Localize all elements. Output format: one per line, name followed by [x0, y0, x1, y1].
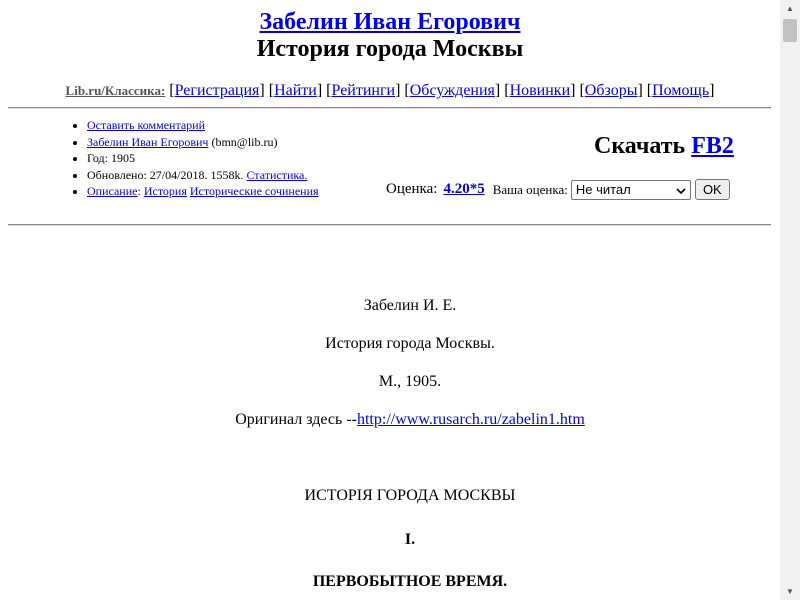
leave-comment-link[interactable]: Оставить комментарий [87, 118, 206, 132]
description-sep: : [137, 184, 141, 198]
nav-discussions-link[interactable]: Обсуждения [409, 82, 495, 99]
rating-score-link[interactable]: 4.20*5 [443, 181, 485, 197]
author-link[interactable]: Забелин Иван Егорович [259, 9, 521, 35]
nav-ratings-link[interactable]: Рейтинги [331, 82, 396, 99]
year-text: Год: 1905 [87, 151, 135, 165]
original-source [0, 410, 800, 430]
author-heading [0, 7, 780, 37]
text-title: История города Москвы. [325, 335, 495, 352]
site-nav: Lib.ru/Классика: [Регистрация] [Найти] [Рейтинги] [Обсуждения] [Новинки] [Обзоры] [Помощь] [65, 82, 715, 99]
your-rating-label: Ваша оценка: [492, 181, 568, 197]
scroll-down-arrow-icon[interactable]: ▼ [786, 587, 794, 596]
download-fb2-link[interactable]: FB2 [691, 133, 734, 159]
list-item: • Забелин Иван Егорович (bmn@lib.ru) [87, 134, 319, 151]
chapter-number: I. [404, 531, 416, 548]
description-link[interactable]: Описание [87, 184, 138, 198]
list-item [87, 117, 319, 134]
chevron-down-icon [676, 182, 686, 197]
author-page-link[interactable]: Забелин Иван Егорович [87, 134, 209, 149]
nav-reviews-link[interactable]: Обзоры [584, 82, 638, 99]
vertical-scrollbar[interactable] [780, 0, 800, 600]
category-history-link[interactable]: История [143, 184, 187, 198]
original-label: Оригинал здесь -- [235, 411, 357, 428]
list-item [87, 167, 319, 184]
divider-top [8, 107, 771, 109]
text-imprint: М., 1905. [378, 373, 442, 390]
scroll-up-arrow-icon[interactable]: ▲ [786, 4, 794, 13]
nav-news-link[interactable]: Новинки [509, 82, 571, 99]
your-rating-select[interactable] [571, 180, 691, 200]
text-author: Забелин И. Е. [363, 297, 457, 314]
download-label: Скачать [594, 133, 686, 159]
category-historical-works-link[interactable]: Исторические сочинения [189, 184, 319, 198]
nav-help-link[interactable]: Помощь [652, 82, 710, 99]
download-block [594, 133, 734, 160]
book-heading: ИСТОРІЯ ГОРОДА МОСКВЫ [304, 487, 516, 504]
original-link[interactable]: http://www.rusarch.ru/zabelin1.htm [356, 411, 585, 428]
list-item [87, 150, 319, 167]
site-home-link[interactable]: Lib.ru/Классика: [65, 83, 166, 98]
scrollbar-thumb[interactable] [783, 19, 797, 42]
your-rating-value: Не читал [575, 182, 631, 197]
rating-ok-button[interactable]: OK [695, 179, 730, 200]
stats-link[interactable]: Статистика. [246, 167, 308, 182]
chapter-title: ПЕРВОБЫТНОЕ ВРЕМЯ. [312, 573, 508, 590]
book-meta-list [69, 117, 319, 200]
updated-text: Обновлено: 27/04/2018. 1558k. [87, 167, 244, 182]
author-email: bmn@lib.ru [215, 134, 274, 149]
rating-block [386, 179, 730, 200]
divider-bottom [8, 224, 771, 226]
rating-label: Оценка: [386, 181, 438, 197]
nav-search-link[interactable]: Найти [274, 82, 317, 99]
nav-register-link[interactable]: Регистрация [174, 82, 260, 99]
list-item [87, 183, 319, 200]
page-title: История города Москвы [256, 36, 524, 62]
